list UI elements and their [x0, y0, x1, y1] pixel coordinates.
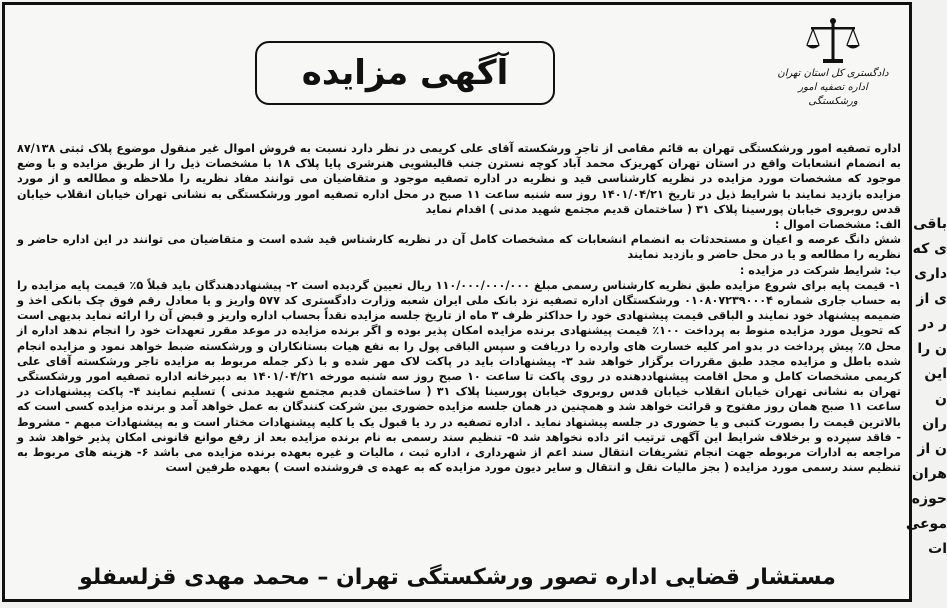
fragment-line: ی از: [916, 291, 947, 307]
fragment-line: ات: [928, 541, 947, 557]
intro-paragraph: اداره تصفیه امور ورشکستگی تهران به قائم مقامی از تاجر ورشکسته آقای علی کریمی در نظر دارد نسبت به فروش اموال غیر منقول موضوع پلاک ثبتی ۸۷/۱۳۸ به انضمام انشعابات واقع در استان تهران کهریزک محمد آباد کوچه نسترن جنب قالیشویی هنرشری پایا پلاک ۱۸ با مشخصات ذیل را از طریق مزایده و با وضع موجود که مشخصات مورد مزایده در نظریه کارشناسی قید و نظریه در اداره تصفیه موجود و متقاضیان می توانند مفاد نظریه را ملاحظه و مطالعه و از مورد مزایده بازدید نمایند با شرایط ذیل در تاریخ ۱۴۰۱/۰۴/۲۱ روز سه شنبه ساعت ۱۱ صبح در محل اداره تصفیه امور ورشکستگی به نشانی تهران خیابان انقلاب خیابان قدس روبروی خیابان پورسینا پلاک ۳۱ ( ساختمان قدیم مجتمع شهید مدنی ) اقدام نماید: [17, 142, 901, 216]
auction-conditions: ۱- قیمت پایه برای شروع مزایده طبق نظریه کارشناس رسمی مبلغ ۱۱۰/۰۰۰/۰۰۰/۰۰۰ ریال تعیین گردیده است ۲- پیشنهاددهندگان باید قبلاً ۵٪ قیمت پایه مزایده را به حساب جاری شماره ۰۱۰۸۰۷۲۳۹۰۰۰۴ ورشکستگان اداره تصفیه نزد بانک ملی ایران شعبه وزارت دادگستری کد ۵۷۷ واریز و یا معادل رقم فوق چک بانکی اخذ و ضمیمه پیشنهاد خود نمایند و الباقی قیمت پیشنهادی خود را حداکثر ظرف ۳ ماه از تاریخ جلسه مزایده نقداً بحساب اداره واریز و قبض آن را ارائه نماید بدیهی است که تحویل مورد مزایده منوط به پرداخت ۱۰۰٪ قیمت پیشنهادی برنده مزایده امکان پذیر بوده و اگر برنده مزایده در موعد مقرر تعهدات خود را انجام ندهد اداره از محل ۵٪ پیش پرداخت در بدو امر کلیه خسارت های وارده را دریافت و سپس الباقی پول را به نفع هیات بستانکاران و ورشکسته ضبط خواهد نمود و مزایده انجام شده باطل و مزایده مجدد طبق مقررات برگزار خواهد شد ۳- پیشنهادات باید در پاکت لاک مهر شده و با ذکر جمله مربوط به مزایده تاجر ورشکسته آقای علی کریمی مشخصات کامل و محل اقامت پیشنهاددهنده در روی پاکت تا ساعت ۱۰ صبح روز سه شنبه مورخه ۱۴۰۱/۰۴/۲۱ به دبیرخانه اداره تصفیه امور ورشکستگی تهران به نشانی تهران خیابان انقلاب خیابان قدس روبروی خیابان پورسینا پلاک ۳۱ ( ساختمان قدیم مجتمع شهید مدنی ) تسلیم نمایند ۴- پاکت پیشنهادات در ساعت ۱۱ صبح همان روز مفتوح و قرائت خواهد شد و همچنین در همان جلسه مزایده حضوری بین شرکت کنندگان به عمل خواهد آمد و برنده مزایده کسی است که بالاترین قیمت را بصورت کتبی و یا حضوری در جلسه پیشنهاد نماید . اداره تصفیه در رد یا قبول یک یا کلیه پیشنهادات مختار است و به پیشنهادات مبهم - مشروط - فاقد سپرده و برخلاف شرایط این آگهی ترتیب اثر داده نخواهد شد ۵- تنظیم سند رسمی به نام برنده مزایده بعد از رفع موانع قانونی امکان پذیر خواهد شد و مراجعه به ادارات مربوطه جهت انجام تشریفات انتقال سند اعم از شهرداری ، اداره ثبت ، مالیات و غیره بعهده برنده مزایده می باشد ۶- هزینه های مربوط به تنظیم سند رسمی مورد مزایده ( بجز مالیات نقل و انتقال و سایر دیون مورد مزایده که به عهده ی فروشنده است ) بعهده طرفین است: [17, 278, 902, 475]
section-a-heading: الف: مشخصات اموال :: [774, 218, 901, 232]
fragment-line: هران: [911, 466, 947, 482]
fragment-line: حوزه: [911, 491, 947, 507]
property-description: شش دانگ عرصه و اعیان و مستحدثات به انضمام انشعابات که مشخصات کامل آن در نظریه کارشناس قید شده است و متقاضیان می توانند در این اداره حاضر و نظریه را مطالعه و یا در محل حاضر و بازدید نمایند: [17, 233, 901, 262]
scales-of-justice-icon: [803, 17, 863, 67]
fragment-line: موعی: [905, 516, 947, 532]
fragment-line: ن از: [917, 441, 947, 457]
fragment-line: باقی: [913, 216, 947, 232]
judiciary-emblem: [773, 17, 893, 129]
fragment-line: این: [924, 366, 947, 382]
notice-body: [17, 141, 901, 475]
notice-frame: [2, 2, 912, 602]
emblem-line: اداره تصفیه امور ورشکستگی: [798, 82, 868, 107]
adjacent-notice-fragment: [905, 212, 947, 557]
fragment-line: ن را: [917, 341, 947, 357]
fragment-line: ن: [935, 391, 947, 407]
fragment-line: ر در: [918, 316, 947, 332]
fragment-line: داری: [914, 266, 947, 282]
fragment-line: ران: [922, 416, 947, 432]
fragment-line: ی که: [912, 241, 947, 257]
signature-line: مستشار قضایی اداره تصور ورشکستگی تهران – محمد مهدی قزلسفلو: [79, 565, 836, 590]
section-b-heading: ب: شرایط شرکت در مزایده :: [739, 263, 901, 277]
notice-title: آگهی مزایده: [255, 41, 555, 105]
emblem-line: دادگستری کل استان تهران: [777, 68, 889, 79]
emblem-caption: [773, 67, 893, 109]
